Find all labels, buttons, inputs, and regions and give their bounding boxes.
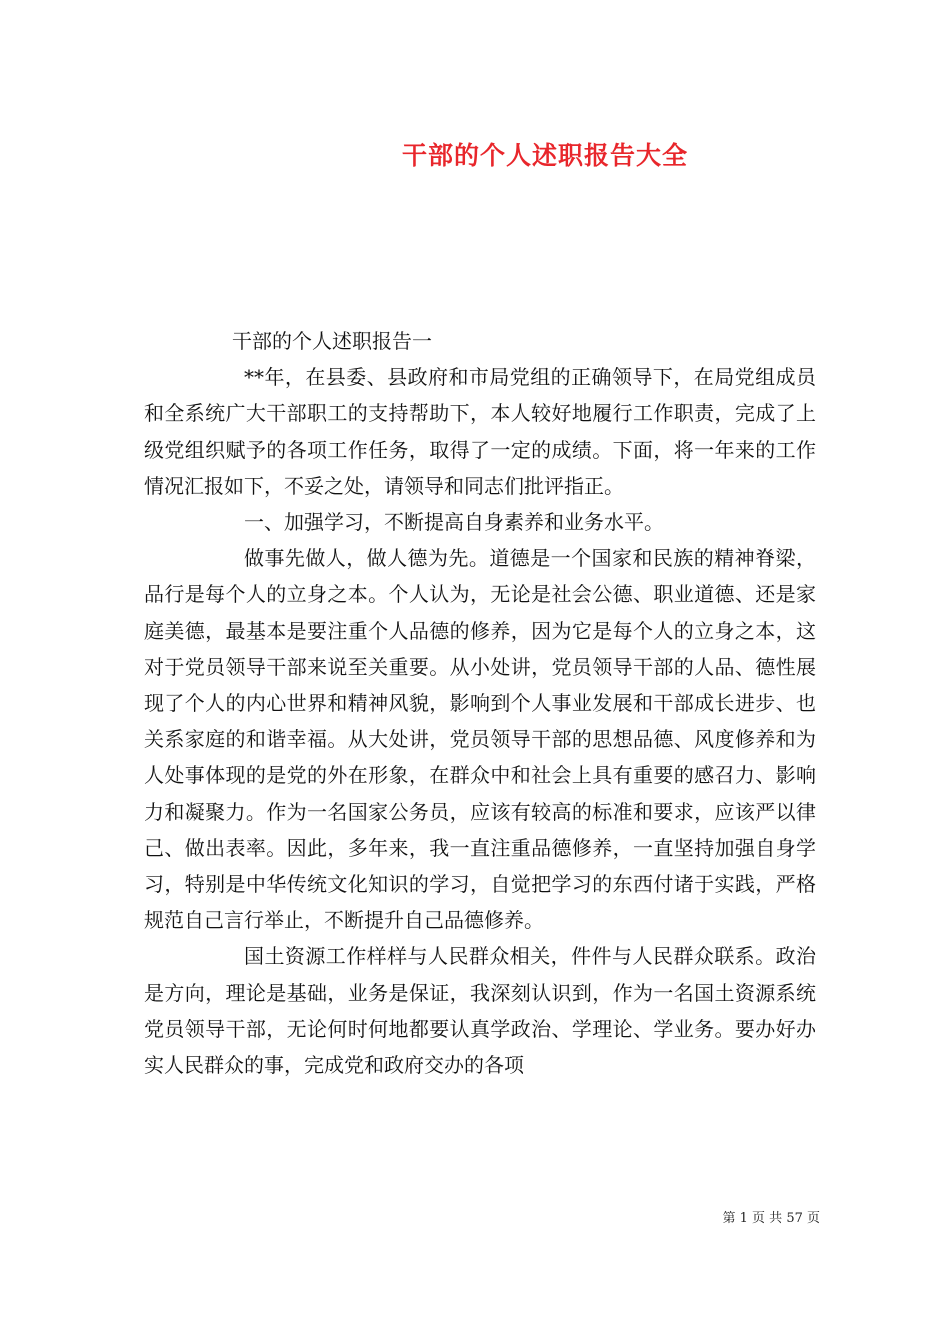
paragraph-subheading: 一、加强学习，不断提高自身素养和业务水平。 [244,510,664,535]
page-title: 干部的个人述职报告大全 [401,141,688,170]
section-heading: 干部的个人述职报告一 [232,329,432,353]
paragraph-intro: **年，在县委、县政府和市局党组的正确领导下，在局党组成员和全系统广大干部职工的支持帮助下，本人较好地履行工作职责，完成了上级党组织赋予的各项工作任务，取得了一定的成绩。下面，将一年来的工作情况汇报如下，不妥之处，请领导和同志们批评指正。 [144,365,816,498]
page-footer: 第 1 页 共 57 页 [722,1211,820,1226]
document-body [144,323,816,1083]
paragraph-morality: 做事先做人，做人德为先。道德是一个国家和民族的精神脊梁，品行是每个人的立身之本。个人认为，无论是社会公德、职业道德、还是家庭美德，最基本是要注重个人品德的修养，因为它是每个人的立身之本，这对于党员领导干部来说至关重要。从小处讲，党员领导干部的人品、德性展现了个人的内心世界和精神风貌，影响到个人事业发展和干部成长进步、也关系家庭的和谐幸福。从大处讲，党员领导干部的思想品德、风度修养和为人处事体现的是党的外在形象，在群众中和社会上具有重要的感召力、影响力和凝聚力。作为一名国家公务员，应该有较高的标准和要求，应该严以律己、做出表率。因此，多年来，我一直注重品德修养，一直坚持加强自身学习，特别是中华传统文化知识的学习，自觉把学习的东西付诸于实践，严格规范自己言行举止，不断提升自己品德修养。 [144,546,816,933]
paragraph-land-resources: 国土资源工作样样与人民群众相关，件件与人民群众联系。政治是方向，理论是基础，业务是保证，我深刻认识到，作为一名国土资源系统党员领导干部，无论何时何地都要认真学政治、学理论、学业务。要办好办实人民群众的事，完成党和政府交办的各项 [144,944,816,1078]
